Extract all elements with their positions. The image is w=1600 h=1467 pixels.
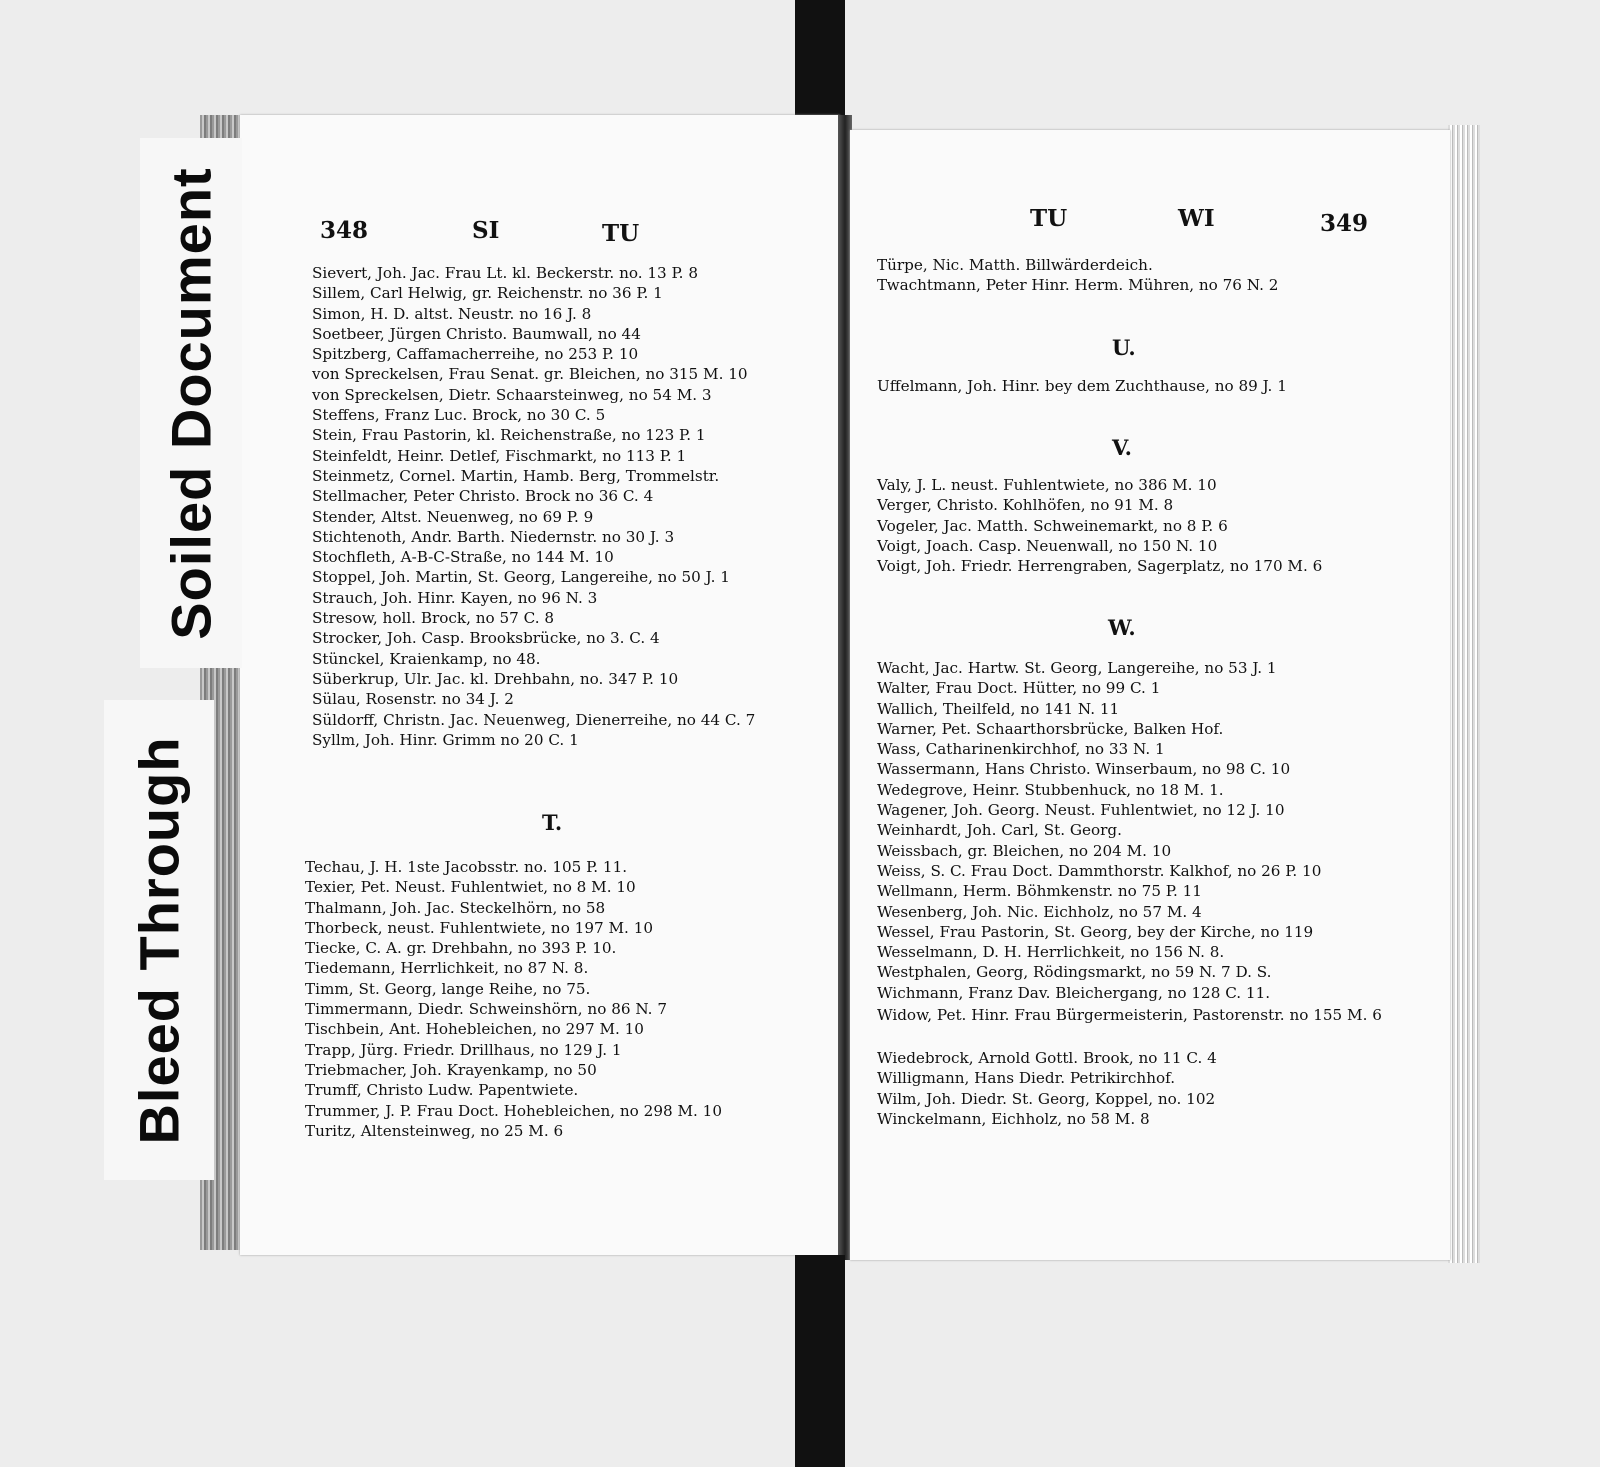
directory-entry: Timm, St. Georg, lange Reihe, no 75. <box>305 979 591 998</box>
directory-entry: Willigmann, Hans Diedr. Petrikirchhof. <box>877 1069 1176 1088</box>
directory-entry: Sillem, Carl Helwig, gr. Reichenstr. no 36 P. 1 <box>312 284 663 303</box>
directory-entry: Timmermann, Diedr. Schweinshörn, no 86 N. 7 <box>305 1000 667 1019</box>
directory-entry: Stichtenoth, Andr. Barth. Niedernstr. no 30 J. 3 <box>312 527 675 546</box>
directory-entry: Soetbeer, Jürgen Christo. Baumwall, no 44 <box>312 324 641 343</box>
section-letter-v: V. <box>1112 435 1132 460</box>
directory-entry: Strocker, Joh. Casp. Brooksbrücke, no 3. C. 4 <box>312 629 660 648</box>
directory-entry: von Spreckelsen, Frau Senat. gr. Bleichen, no 315 M. 10 <box>312 365 748 384</box>
left-page-number: 348 <box>320 217 369 244</box>
directory-entry: Tischbein, Ant. Hohebleichen, no 297 M. 10 <box>305 1020 644 1039</box>
directory-entry: Vogeler, Jac. Matth. Schweinemarkt, no 8 P. 6 <box>877 516 1228 535</box>
section-letter-u: U. <box>1112 335 1136 360</box>
directory-entry: Weiss, S. C. Frau Doct. Dammthorstr. Kalkhof, no 26 P. 10 <box>877 861 1322 880</box>
directory-entry: Wellmann, Herm. Böhmkenstr. no 75 P. 11 <box>877 882 1202 901</box>
directory-entry: Wilm, Joh. Diedr. St. Georg, Koppel, no. 102 <box>877 1089 1216 1108</box>
entry-widow: Widow, Pet. Hinr. Frau Bürgermeisterin, Pastorenstr. no 155 M. 6 <box>877 1006 1382 1024</box>
directory-entry: Sievert, Joh. Jac. Frau Lt. kl. Beckerstr. no. 13 P. 8 <box>312 264 699 282</box>
directory-entry: Stoppel, Joh. Martin, St. Georg, Langereihe, no 50 J. 1 <box>312 568 730 587</box>
directory-entry: Stender, Altst. Neuenweg, no 69 P. 9 <box>312 507 594 526</box>
section-letter-w: W. <box>1108 615 1136 640</box>
directory-entry: Techau, J. H. 1ste Jacobsstr. no. 105 P. 11. <box>305 858 628 876</box>
directory-entry: Westphalen, Georg, Rödingsmarkt, no 59 N. 7 D. S. <box>877 963 1272 982</box>
entry-list-si <box>312 263 872 750</box>
directory-entry: Walter, Frau Doct. Hütter, no 99 C. 1 <box>877 679 1161 698</box>
directory-entry: Winckelmann, Eichholz, no 58 M. 8 <box>877 1109 1150 1128</box>
directory-entry: Trummer, J. P. Frau Doct. Hohebleichen, no 298 M. 10 <box>305 1101 723 1120</box>
directory-entry: Wacht, Jac. Hartw. St. Georg, Langereihe, no 53 J. 1 <box>877 659 1277 677</box>
directory-entry: Texier, Pet. Neust. Fuhlentwiet, no 8 M. 10 <box>305 878 636 897</box>
bleed-through-tab <box>104 700 214 1180</box>
directory-entry: Süberkrup, Ulr. Jac. kl. Drehbahn, no. 347 P. 10 <box>312 669 679 688</box>
directory-entry: Twachtmann, Peter Hinr. Herm. Mühren, no 76 N. 2 <box>877 276 1279 295</box>
directory-entry: Uffelmann, Joh. Hinr. bey dem Zuchthause, no 89 J. 1 <box>877 377 1287 395</box>
right-running-head-wi: WI <box>1178 205 1215 232</box>
directory-entry: Tiecke, C. A. gr. Drehbahn, no 393 P. 10. <box>305 939 617 958</box>
right-page-stack-edge <box>1448 125 1480 1263</box>
directory-entry: Süldorff, Christn. Jac. Neuenweg, Dienerreihe, no 44 C. 7 <box>312 710 756 729</box>
directory-entry: Stellmacher, Peter Christo. Brock no 36 C. 4 <box>312 487 654 506</box>
section-letter-t: T. <box>542 810 563 835</box>
directory-entry: Wassermann, Hans Christo. Winserbaum, no 98 C. 10 <box>877 760 1291 779</box>
left-running-head-tu: TU <box>602 220 640 247</box>
directory-entry: Wass, Catharinenkirchhof, no 33 N. 1 <box>877 740 1165 759</box>
directory-entry: Steinmetz, Cornel. Martin, Hamb. Berg, Trommelstr. <box>312 466 720 485</box>
directory-entry: Wesenberg, Joh. Nic. Eichholz, no 57 M. 4 <box>877 902 1202 921</box>
directory-entry: Turitz, Altensteinweg, no 25 M. 6 <box>305 1121 564 1140</box>
soiled-document-label: Soiled Document <box>159 166 223 640</box>
directory-entry: Wesselmann, D. H. Herrlichkeit, no 156 N. 8. <box>877 943 1225 962</box>
directory-entry: Wiedebrock, Arnold Gottl. Brook, no 11 C. 4 <box>877 1049 1217 1067</box>
directory-entry: Warner, Pet. Schaarthorsbrücke, Balken Hof. <box>877 719 1224 738</box>
directory-entry: Steffens, Franz Luc. Brock, no 30 C. 5 <box>312 406 606 425</box>
directory-entry: Syllm, Joh. Hinr. Grimm no 20 C. 1 <box>312 730 579 749</box>
directory-entry: Voigt, Joh. Friedr. Herrengraben, Sagerplatz, no 170 M. 6 <box>877 557 1323 576</box>
directory-entry: Stünckel, Kraienkamp, no 48. <box>312 649 541 668</box>
left-running-head-si: SI <box>472 217 500 244</box>
entry-list-tu <box>877 255 1437 296</box>
directory-entry: Steinfeldt, Heinr. Detlef, Fischmarkt, no 113 P. 1 <box>312 446 687 465</box>
entry-list-w2 <box>877 1048 1437 1129</box>
bookmark-bottom <box>795 1255 845 1467</box>
directory-entry: Stresow, holl. Brock, no 57 C. 8 <box>312 609 555 628</box>
directory-entry: Strauch, Joh. Hinr. Kayen, no 96 N. 3 <box>312 588 598 607</box>
directory-entry: Simon, H. D. altst. Neustr. no 16 J. 8 <box>312 304 592 323</box>
directory-entry: Stein, Frau Pastorin, kl. Reichenstraße, no 123 P. 1 <box>312 426 706 445</box>
directory-entry: Trumff, Christo Ludw. Papentwiete. <box>305 1081 579 1100</box>
directory-entry: Weissbach, gr. Bleichen, no 204 M. 10 <box>877 841 1172 860</box>
soiled-document-tab <box>140 138 242 668</box>
directory-entry: Triebmacher, Joh. Krayenkamp, no 50 <box>305 1060 597 1079</box>
directory-entry: Wichmann, Franz Dav. Bleichergang, no 128 C. 11. <box>877 983 1271 1002</box>
entry-list-t <box>305 857 865 1141</box>
directory-entry: Wessel, Frau Pastorin, St. Georg, bey der Kirche, no 119 <box>877 922 1314 941</box>
right-page-number: 349 <box>1320 210 1369 237</box>
entry-widow-block <box>877 1005 1437 1025</box>
right-running-head-tu: TU <box>1030 205 1068 232</box>
right-page <box>850 130 1450 1260</box>
directory-entry: Spitzberg, Caffamacherreihe, no 253 P. 10 <box>312 345 639 364</box>
directory-entry: Thorbeck, neust. Fuhlentwiete, no 197 M. 10 <box>305 918 654 937</box>
directory-entry: Tiedemann, Herrlichkeit, no 87 N. 8. <box>305 959 589 978</box>
entry-list-w <box>877 658 1437 1003</box>
directory-entry: Wagener, Joh. Georg. Neust. Fuhlentwiet, no 12 J. 10 <box>877 801 1285 820</box>
directory-entry: Verger, Christo. Kohlhöfen, no 91 M. 8 <box>877 496 1174 515</box>
directory-entry: Sülau, Rosenstr. no 34 J. 2 <box>312 690 514 709</box>
directory-entry: Valy, J. L. neust. Fuhlentwiete, no 386 M. 10 <box>877 476 1217 494</box>
directory-entry: Stochfleth, A-B-C-Straße, no 144 M. 10 <box>312 548 614 567</box>
entry-list-u <box>877 376 1437 396</box>
directory-entry: Trapp, Jürg. Friedr. Drillhaus, no 129 J. 1 <box>305 1040 622 1059</box>
entry-list-v <box>877 475 1437 576</box>
directory-entry: Türpe, Nic. Matth. Billwärderdeich. <box>877 256 1153 274</box>
directory-entry: Weinhardt, Joh. Carl, St. Georg. <box>877 821 1122 840</box>
bleed-through-label: Bleed Through <box>127 735 191 1145</box>
directory-entry: Voigt, Joach. Casp. Neuenwall, no 150 N. 10 <box>877 536 1218 555</box>
directory-entry: Wedegrove, Heinr. Stubbenhuck, no 18 M. 1. <box>877 780 1224 799</box>
directory-entry: von Spreckelsen, Dietr. Schaarsteinweg, no 54 M. 3 <box>312 385 712 404</box>
directory-entry: Thalmann, Joh. Jac. Steckelhörn, no 58 <box>305 898 606 917</box>
left-page <box>240 115 840 1255</box>
directory-entry: Wallich, Theilfeld, no 141 N. 11 <box>877 699 1120 718</box>
